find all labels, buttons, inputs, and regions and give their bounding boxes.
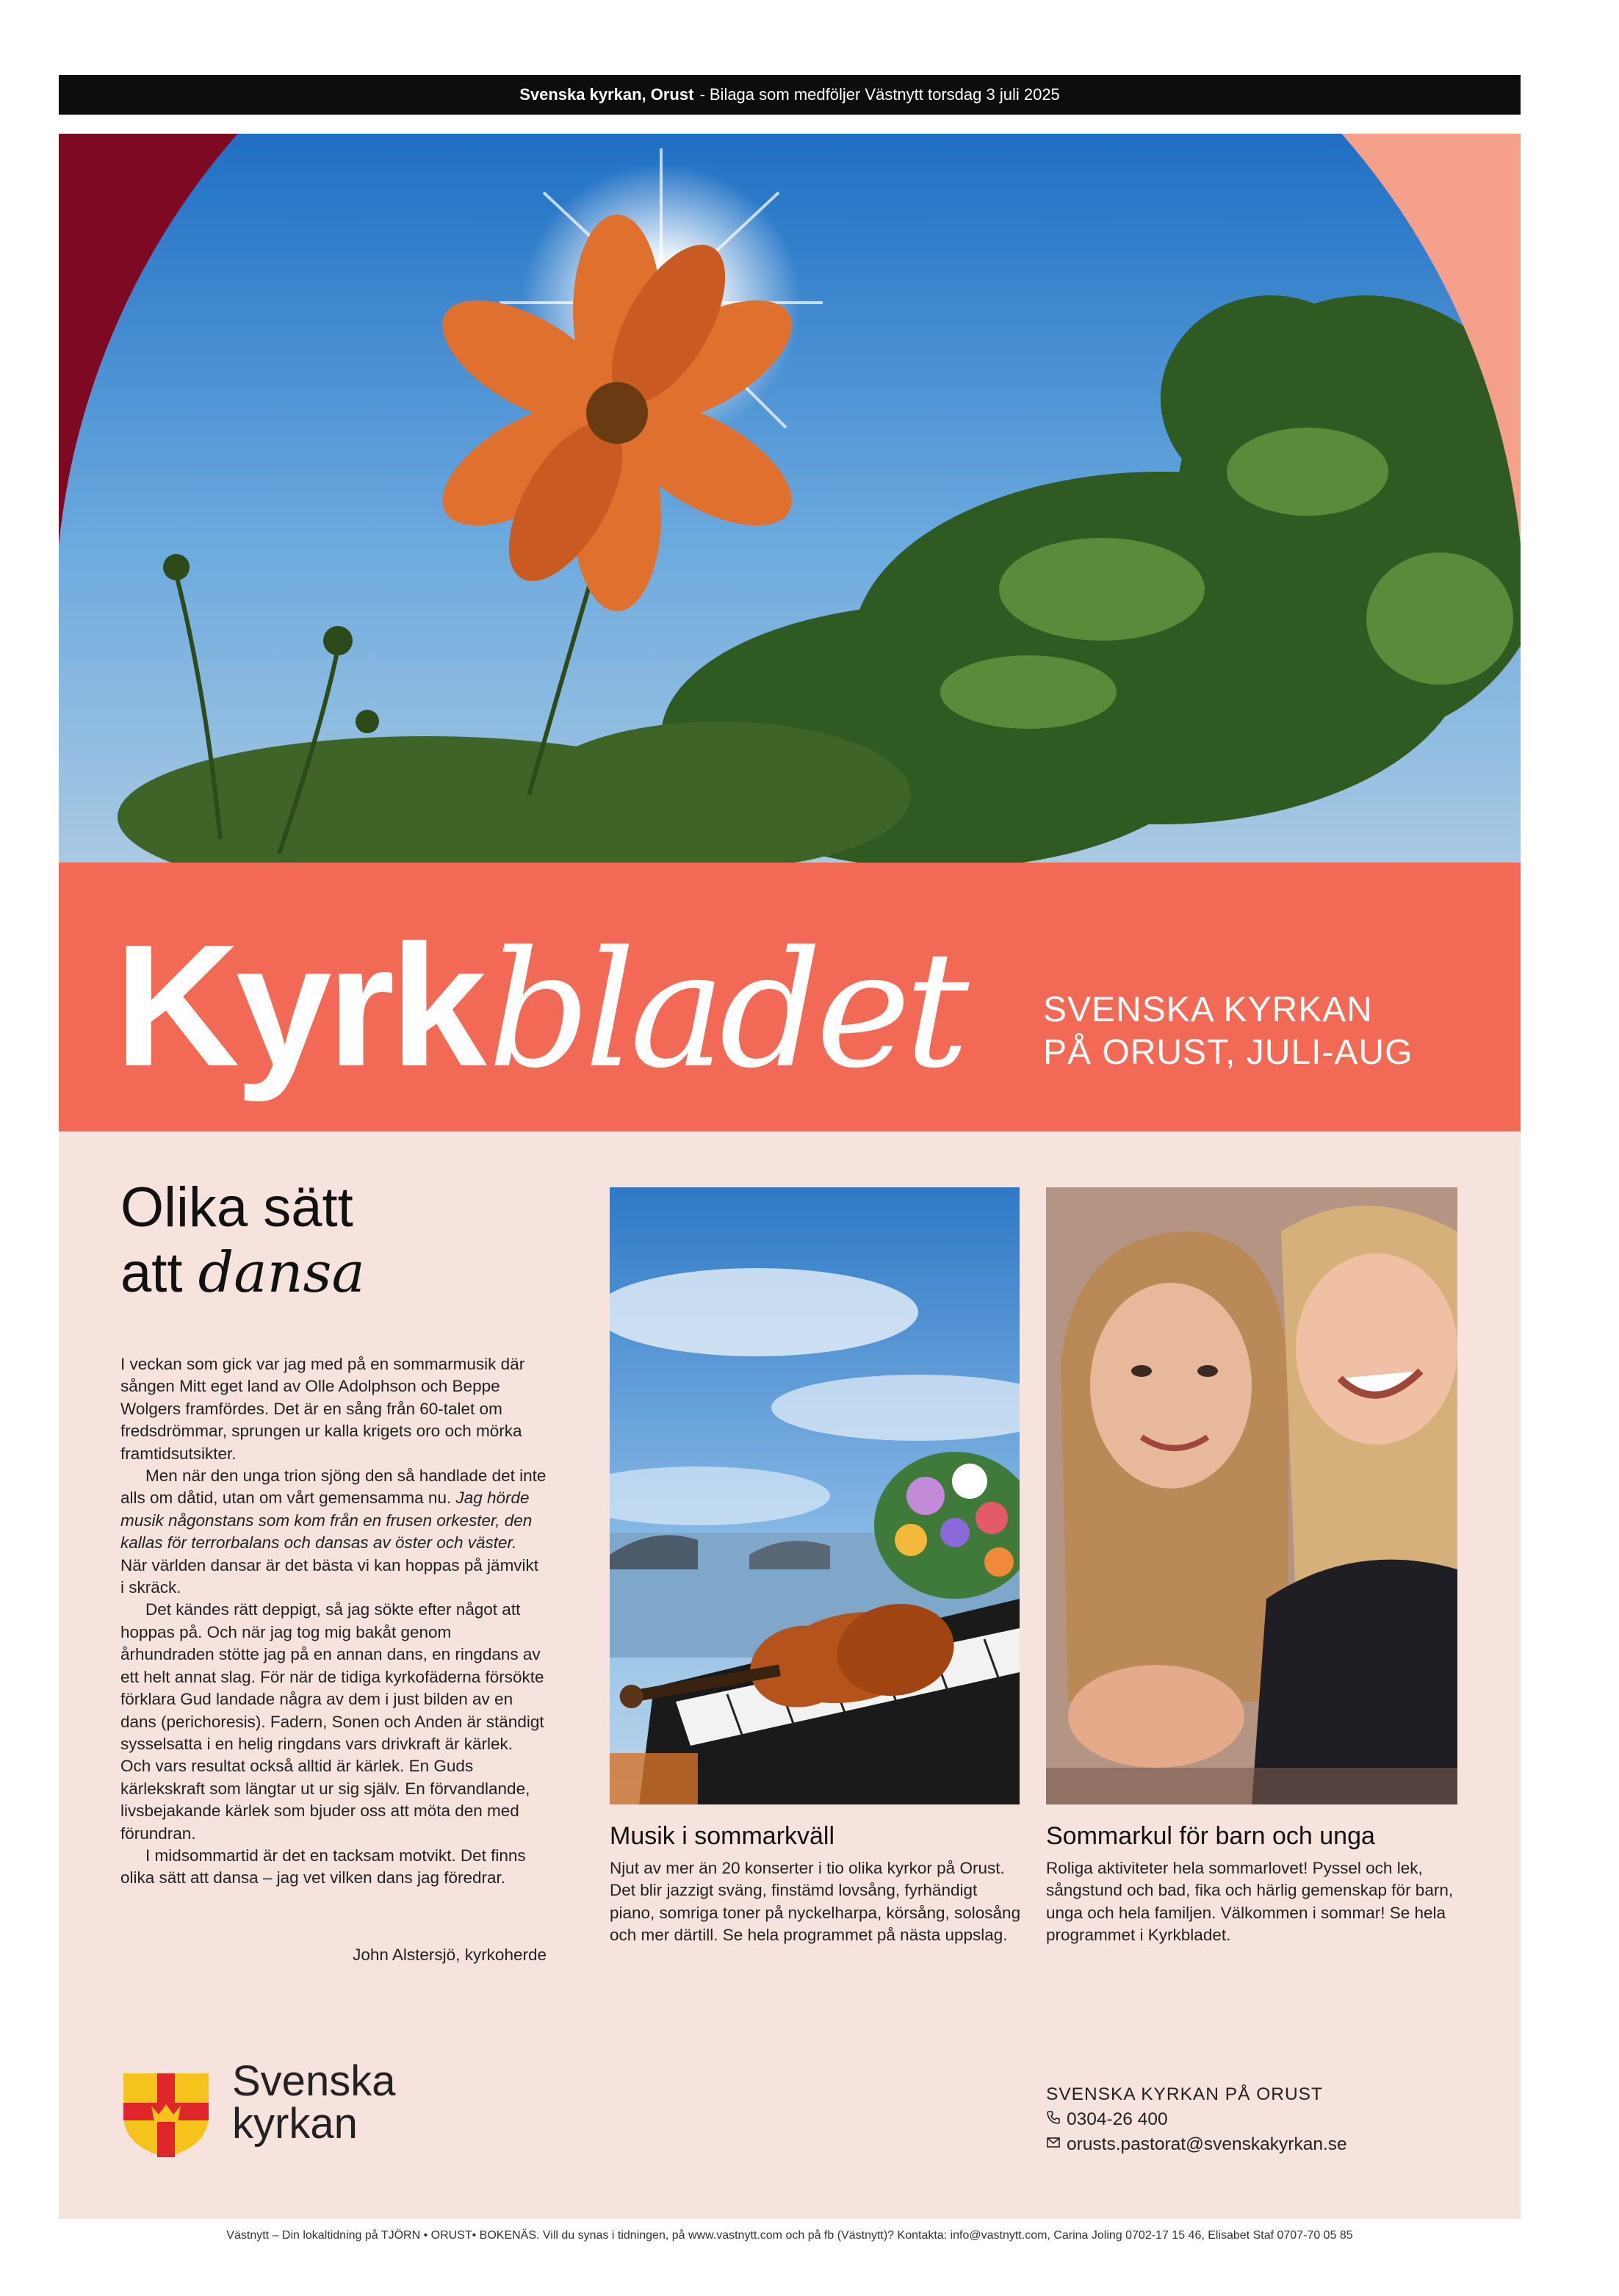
top-bar-info: - Bilaga som medföljer Västnytt torsdag 3 juli 2025 <box>699 85 1060 104</box>
article-headline <box>120 1176 576 1306</box>
logo-text-line1: Svenska <box>232 2057 396 2105</box>
article-body <box>120 1353 547 1890</box>
svenska-kyrkan-crest-icon <box>120 2070 212 2159</box>
article-paragraph-1: I veckan som gick var jag med på en sommarmusik där sången Mitt eget land av Olle Adolphson och Beppe Wolgers framfördes. Det är en sång från 60-talet om fredsdrömmar, sprungen ur kalla krigets oro och mörka framtidsutsikter. <box>120 1355 525 1463</box>
headline-line2 <box>120 1240 576 1306</box>
feature2-text: Roliga aktiviteter hela sommarlovet! Pyssel och lek, sångstund och bad, fika och härlig gemenskap för barn, unga och hela familjen. Välkommen i sommar! Se hela programmet i Kyrkbladet. <box>1046 1859 1454 1945</box>
paragraph-2-end: När världen dansar är det bästa vi kan hoppas på jämvikt i skräck. <box>120 1555 539 1597</box>
feature2-photo <box>1046 1187 1457 1804</box>
hero-image <box>59 134 1521 863</box>
phone-icon <box>1046 2107 1061 2132</box>
headline-line1: Olika sätt <box>120 1176 353 1239</box>
feature1-heading: Musik i sommarkväll <box>610 1822 835 1850</box>
article-paragraph-3: Det kändes rätt deppigt, så jag sökte efter något att hoppas på. Och när jag tog mig bakåt genom århundraden stötte jag på en annan dans, en ringdans av ett helt annat slag. För när de tidiga kyrkofäderna försökte förklara Gud landade några av dem i just bilden av en dans (perichoresis). Fadern, Sonen och Anden är ständigt sysselsatta i en helig ringdans vars drivkraft är kärlek. Och vars resultat också alltid är kärlek. En Guds kärlekskraft som längtar ut ur sig själv. En förvandlande, livsbejakande kärlek som bjuder oss att möta den med förundran. <box>120 1600 544 1843</box>
contact-email-row <box>1046 2132 1347 2157</box>
feature1-photo <box>610 1187 1020 1804</box>
logo-text-line2: kyrkan <box>232 2100 358 2148</box>
contact-title: SVENSKA KYRKAN PÅ ORUST <box>1046 2084 1323 2104</box>
paragraph-2-start: Men när den unga trion sjöng den så handlade det inte alls om dåtid, utan om vårt gemensamma nu. <box>120 1467 547 1508</box>
email-icon <box>1046 2132 1061 2157</box>
top-bar-publisher: Svenska kyrkan, Orust <box>519 85 694 104</box>
masthead-title-regular: Kyrk <box>115 909 483 1103</box>
article-paragraph-4: I midsommartid är det en tacksam motvikt. Det finns olika sätt att dansa – jag vet vilken dans jag föredrar. <box>120 1846 526 1887</box>
feature1-text: Njut av mer än 20 konserter i tio olika kyrkor på Orust. Det blir jazzigt sväng, finstämd lovsång, fyrhändigt piano, somriga toner på nyckelharpa, körsång, solosång och mer därtill. Se hela programmet på nästa uppslag. <box>610 1859 1021 1945</box>
article-paragraph-2 <box>120 1465 547 1599</box>
contact-phone-row <box>1046 2107 1347 2132</box>
headline-line2-italic: dansa <box>198 1239 365 1305</box>
article-signature: John Alstersjö, kyrkoherde <box>353 1946 547 1964</box>
masthead-subtitle-line2: PÅ ORUST, JULI-AUG <box>1043 1033 1413 1072</box>
feature2-heading: Sommarkul för barn och unga <box>1046 1822 1375 1850</box>
paragraph-2-quote: Jag hörde musik någonstans som kom från en frusen orkester, den kallas för terrorbalans och dansas av öster och väster. <box>120 1489 533 1552</box>
top-bar <box>59 75 1521 115</box>
masthead-title-italic: bladet <box>488 918 964 1104</box>
masthead-title <box>59 868 1087 1118</box>
contact-phone[interactable]: 0304-26 400 <box>1067 2109 1168 2129</box>
masthead-subtitle <box>1043 989 1413 1074</box>
footer-text: Västnytt – Din lokaltidning på TJÖRN • ORUST• BOKENÄS. Vill du synas i tidningen, på www.vastnytt.com och på fb (Västnytt)? Kontakta: info@vastnytt.com, Carina Joling 0702-17 15 46, Elisabet Staf 0707-70 05 85 <box>226 2229 1353 2242</box>
masthead-subtitle-line1: SVENSKA KYRKAN <box>1043 990 1373 1029</box>
headline-line2-regular: att <box>120 1242 198 1304</box>
contact-email[interactable]: orusts.pastorat@svenskakyrkan.se <box>1067 2134 1347 2154</box>
contact-block <box>1046 2082 1347 2157</box>
logo-text <box>232 2057 396 2148</box>
